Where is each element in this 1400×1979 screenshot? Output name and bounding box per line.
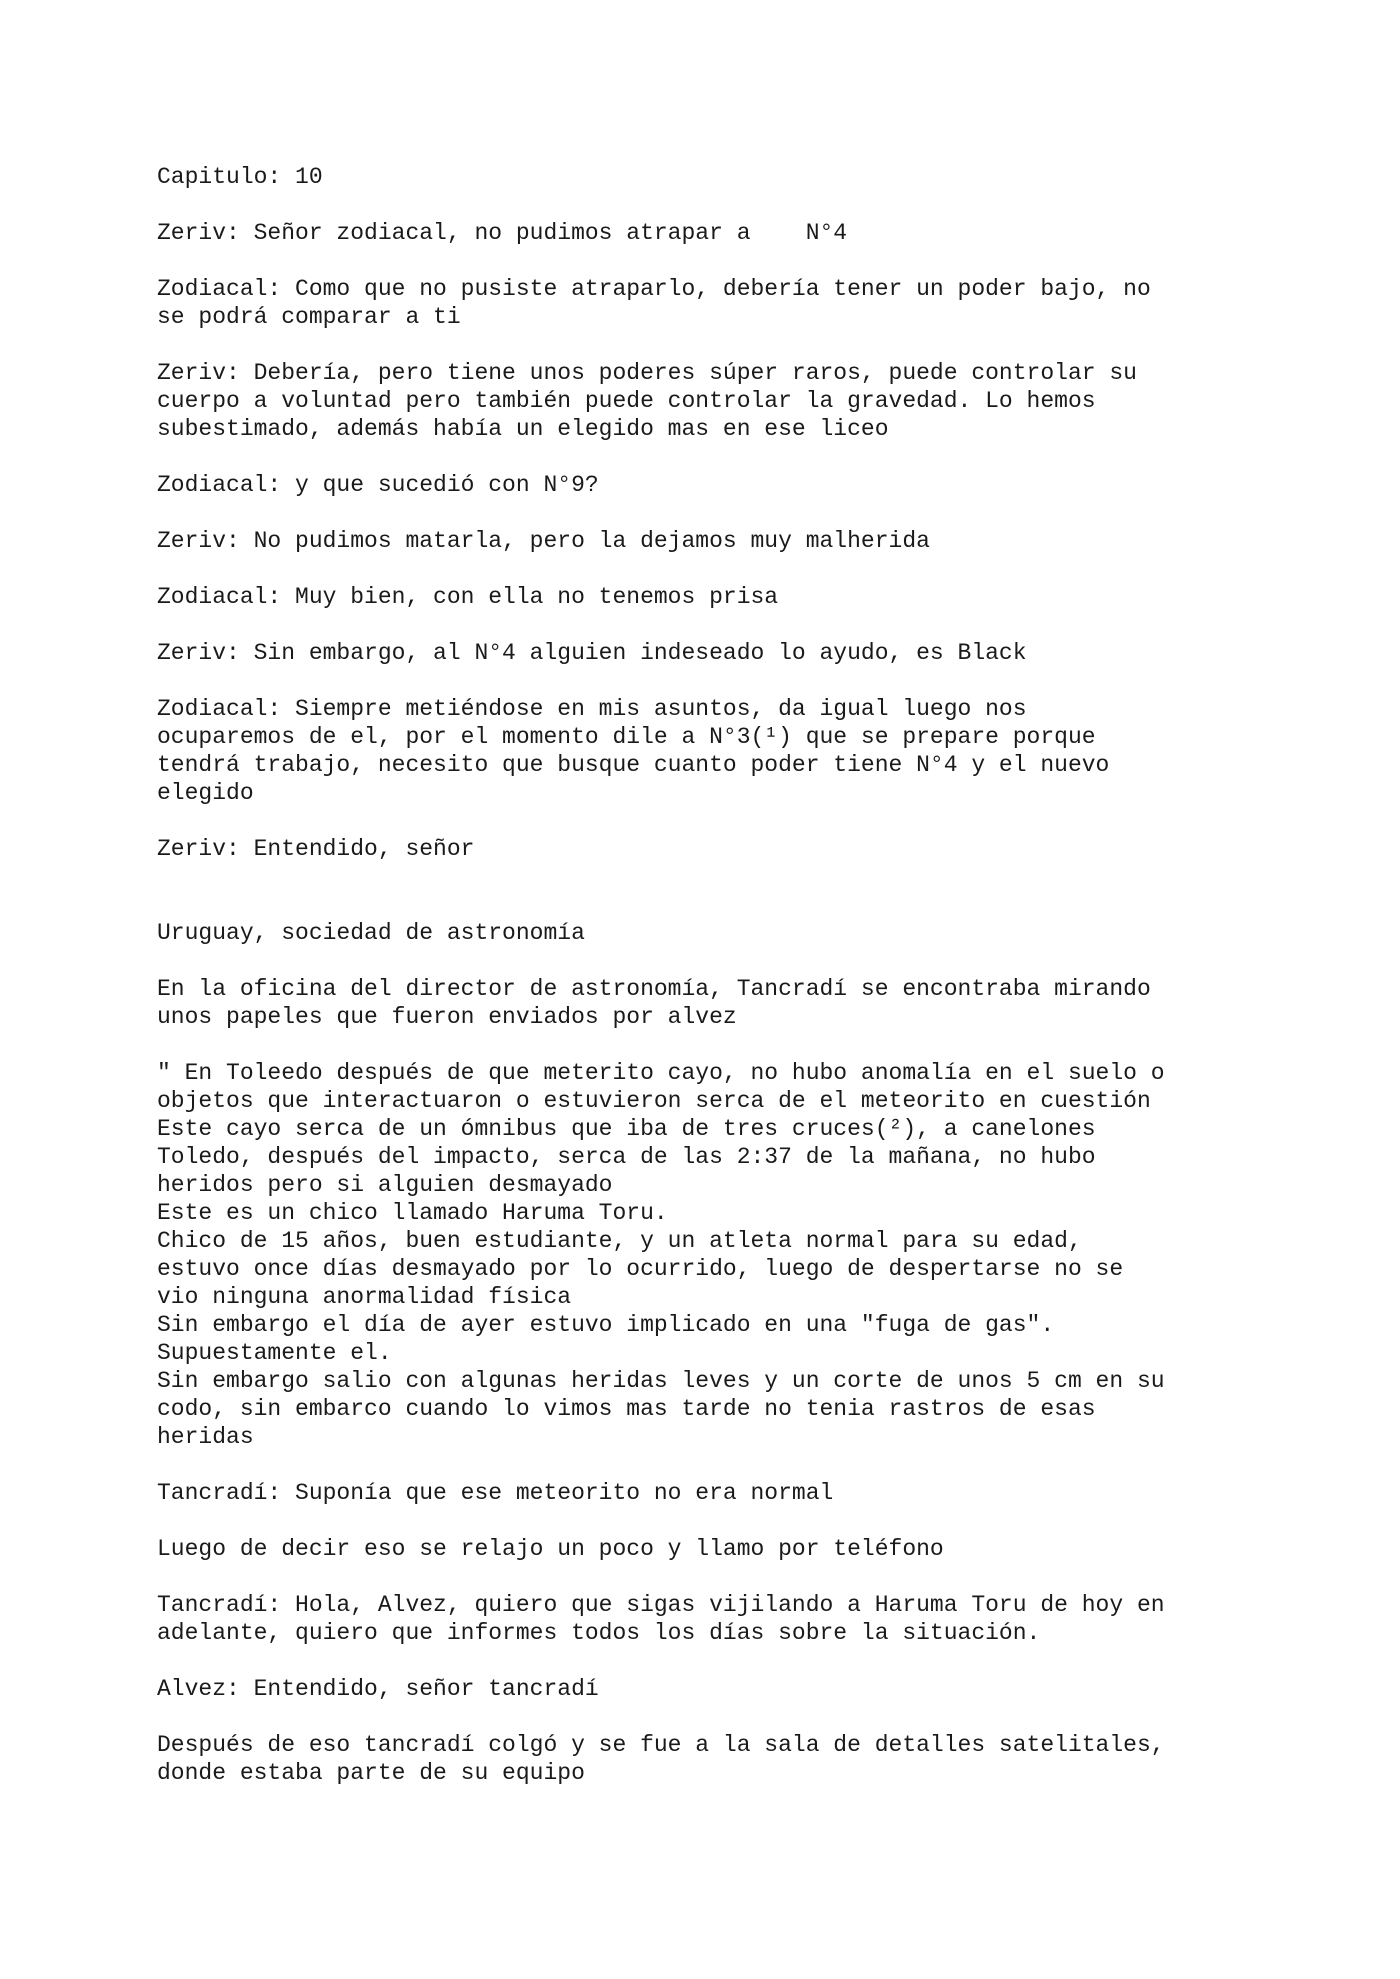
- paragraph-narration-3: Después de eso tancradí colgó y se fue a la sala de detalles satelitales, donde estaba parte de su equipo: [157, 1732, 1165, 1786]
- paragraph-alvez: Alvez: Entendido, señor tancradí: [157, 1676, 599, 1702]
- chapter-title: Capitulo: 10: [157, 164, 323, 190]
- paragraph-zeriv-3: Zeriv: No pudimos matarla, pero la dejamos muy malherida: [157, 528, 930, 554]
- paragraph-zodiacal-3: Zodiacal: Muy bien, con ella no tenemos prisa: [157, 584, 779, 610]
- document-body: [157, 163, 1357, 1815]
- scene-heading: Uruguay, sociedad de astronomía: [157, 920, 585, 946]
- paragraph-zodiacal-4: Zodiacal: Siempre metiéndose en mis asuntos, da igual luego nos ocuparemos de el, por el momento dile a N°3(¹) que se prepare porque tendrá trabajo, necesito que busque cuanto poder tiene N°4 y el nuevo elegido: [157, 696, 1110, 806]
- paragraph-zeriv-5: Zeriv: Entendido, señor: [157, 836, 475, 862]
- paragraph-narration-1: En la oficina del director de astronomía, Tancradí se encontraba mirando unos papeles que fueron enviados por alvez: [157, 976, 1151, 1030]
- paragraph-report: " En Toleedo después de que meterito cayo, no hubo anomalía en el suelo o objetos que interactuaron o estuvieron serca de el meteorito en cuestión Este cayo serca de un ómnibus que iba de tres cruces(²), a canelones Toledo, después del impacto, serca de las 2:37 de la mañana, no hubo heridos pero si alguien desmayado Este es un chico llamado Haruma Toru. Chico de 15 años, buen estudiante, y un atleta normal para su edad, estuvo once días desmayado por lo ocurrido, luego de despertarse no se vio ninguna anormalidad física Sin embargo el día de ayer estuvo implicado en una "fuga de gas". Supuestamente el. Sin embargo salio con algunas heridas leves y un corte de unos 5 cm en su codo, sin embarco cuando lo vimos mas tarde no tenia rastros de esas heridas: [157, 1060, 1165, 1450]
- paragraph-zeriv-4: Zeriv: Sin embargo, al N°4 alguien indeseado lo ayudo, es Black: [157, 640, 1027, 666]
- paragraph-zeriv-1: Zeriv: Señor zodiacal, no pudimos atrapar a N°4: [157, 220, 848, 246]
- paragraph-zodiacal-1: Zodiacal: Como que no pusiste atraparlo, debería tener un poder bajo, no se podrá comparar a ti: [157, 276, 1151, 330]
- paragraph-tancradi-1: Tancradí: Suponía que ese meteorito no era normal: [157, 1480, 834, 1506]
- paragraph-zeriv-2: Zeriv: Debería, pero tiene unos poderes súper raros, puede controlar su cuerpo a voluntad pero también puede controlar la gravedad. Lo hemos subestimado, además había un elegido mas en ese liceo: [157, 360, 1137, 442]
- paragraph-tancradi-2: Tancradí: Hola, Alvez, quiero que sigas vijilando a Haruma Toru de hoy en adelante, quiero que informes todos los días sobre la situación.: [157, 1592, 1165, 1646]
- paragraph-zodiacal-2: Zodiacal: y que sucedió con N°9?: [157, 472, 599, 498]
- paragraph-narration-2: Luego de decir eso se relajo un poco y llamo por teléfono: [157, 1536, 944, 1562]
